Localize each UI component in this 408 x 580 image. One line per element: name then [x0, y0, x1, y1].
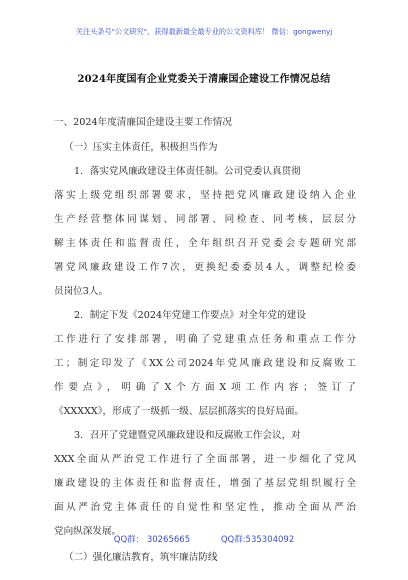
paragraph-line: 3．召开了党建暨党风廉政建设和反腐败工作会议，对	[74, 430, 301, 441]
paragraph-line: 《XXXXX》，形成了一级抓一级、层层抓落实的良好局面。	[54, 406, 305, 417]
subsection-heading: （一）压实主体责任，积极担当作为	[64, 142, 218, 153]
paragraph-line: 工作进行了安排部署，明确了党建重点任务和重点工作分	[54, 334, 356, 345]
paragraph-line: 解主体责任和监督责任，全年组织召开党委会专题研究部	[54, 238, 356, 249]
paragraph-line: 1．落实党风廉政建设主体责任制。公司党委认真贯彻	[74, 166, 301, 177]
paragraph-line: 面从严治党主体责任的自觉性和坚定性，推动全面从严治	[54, 502, 356, 513]
paragraph-line: 廉政建设的主体责任和监督责任，增强了基层党组织履行全	[54, 478, 356, 489]
paragraph-line: 作要点》，明确了X个方面X项工作内容；签订了	[54, 382, 356, 393]
paragraph-line: 落实上级党组织部署要求，坚持把党风廉政建设纳入企业	[54, 190, 356, 201]
footer-qq-group-1: QQ群： 30265665	[113, 535, 191, 545]
paragraph-line: 员岗位3人。	[54, 286, 109, 297]
promo-banner: 关注头条号"公文研究"，获得最新最全最专业的公文资料库！ 微信：gongwenyj	[75, 27, 333, 36]
section-heading: 一、2024年度清廉国企建设主要工作情况	[54, 117, 232, 128]
paragraph-line: 党向纵深发展。	[54, 526, 122, 537]
paragraph-line: 2．制定下发《2024年党建工作要点》对全年党的建设	[74, 310, 306, 321]
subsection-heading: （二）强化廉洁教育，筑牢廉洁防线	[64, 552, 218, 563]
footer-contact-bar	[0, 533, 408, 545]
paragraph-line: 署党风廉政建设工作7次，更换纪委委员4人，调整纪检委	[54, 262, 356, 273]
document-title: 2024年度国有企业党委关于清廉国企建设工作情况总结	[77, 74, 331, 85]
footer-qq-group-2: QQ群:535304092	[220, 535, 295, 545]
paragraph-line: 生产经营整体同谋划、同部署、同检查、同考核，层层分	[54, 214, 356, 225]
paragraph-line: 工；制定印发了《XX公司2024年党风廉政建设和反腐败工	[54, 358, 356, 369]
paragraph-line: XXX全面从严治党工作进行了全面部署，进一步细化了党风	[54, 454, 356, 465]
